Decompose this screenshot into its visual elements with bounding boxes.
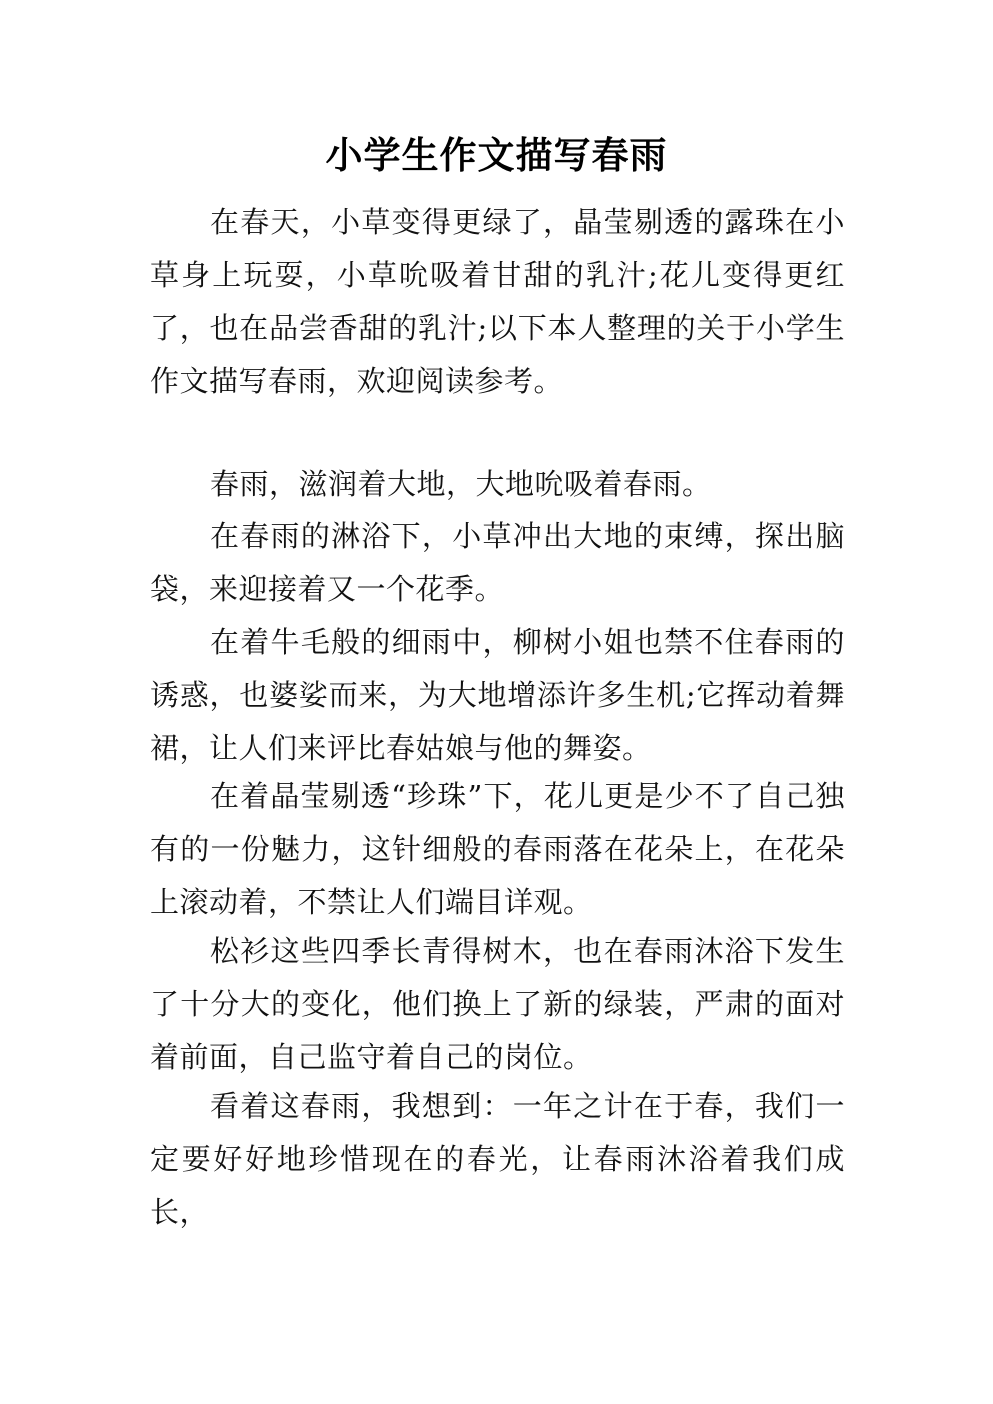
body-paragraph: 在着牛毛般的细雨中，柳树小姐也禁不住春雨的诱惑，也婆娑而来，为大地增添许多生机;它挥动着舞裙，让人们来评比春姑娘与他的舞姿。 (150, 625, 845, 765)
document-title: 小学生作文描写春雨 (325, 134, 668, 177)
body-paragraph: 在着晶莹剔透“珍珠”下，花儿更是少不了自己独有的一份魅力，这针细般的春雨落在花朵上，在花朵上滚动着，不禁让人们端目详观。 (150, 779, 845, 919)
body-paragraph: 春雨，滋润着大地，大地吮吸着春雨。 (210, 467, 712, 501)
body-paragraph: 在春雨的淋浴下，小草冲出大地的束缚，探出脑袋，来迎接着又一个花季。 (150, 519, 845, 606)
intro-paragraph: 在春天，小草变得更绿了，晶莹剔透的露珠在小草身上玩耍，小草吮吸着甘甜的乳汁;花儿变得更红了，也在品尝香甜的乳汁;以下本人整理的关于小学生作文描写春雨，欢迎阅读参考。 (150, 205, 845, 398)
body-paragraph: 看着这春雨，我想到：一年之计在于春，我们一定要好好地珍惜现在的春光，让春雨沐浴着我们成长， (150, 1089, 845, 1229)
body-paragraph: 松衫这些四季长青得树木，也在春雨沐浴下发生了十分大的变化，他们换上了新的绿装，严肃的面对着前面，自己监守着自己的岗位。 (150, 934, 845, 1074)
